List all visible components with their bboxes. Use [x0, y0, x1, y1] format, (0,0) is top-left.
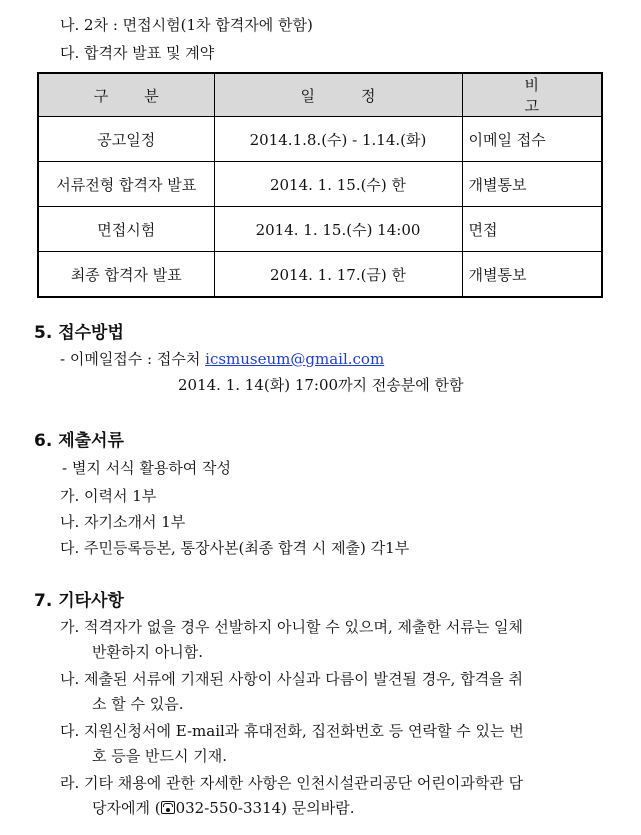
list-item-continuation: 반환하지 아니함. [92, 643, 203, 661]
contact-phone: 032-550-3314) 문의바람. [175, 799, 355, 817]
table-cell: 서류전형 합격자 발표 [38, 162, 214, 207]
schedule-table [37, 72, 603, 298]
list-item-continuation: 호 등을 반드시 기재. [92, 747, 227, 765]
table-cell: 개별통보 [462, 162, 602, 207]
table-cell: 면접시험 [38, 207, 214, 252]
header-remarks: 비고 [462, 73, 602, 117]
table-cell: 면접 [462, 207, 602, 252]
table-cell: 최종 합격자 발표 [38, 252, 214, 298]
table-row [38, 117, 602, 162]
table-cell: 2014. 1. 15.(수) 한 [214, 162, 462, 207]
email-deadline-line: 2014. 1. 14(화) 17:00까지 전송분에 한함 [178, 376, 464, 394]
section-title-documents: 6. 제출서류 [34, 431, 124, 451]
table-cell: 2014. 1. 17.(금) 한 [214, 252, 462, 298]
table-row [38, 207, 602, 252]
table-cell: 공고일정 [38, 117, 214, 162]
table-header-row [38, 73, 602, 117]
header-category: 구분 [38, 73, 214, 117]
list-item-continuation: 소 할 수 있음. [92, 695, 184, 713]
documents-note: - 별지 서식 활용하여 작성 [62, 459, 232, 477]
list-item: 나. 제출된 서류에 기재된 사항이 사실과 다름이 발견될 경우, 합격을 취 [60, 670, 523, 688]
section-title-application-method: 5. 접수방법 [34, 323, 124, 343]
list-item: 다. 지원신청서에 E-mail과 휴대전화, 집전화번호 등 연락할 수 있는 번 [60, 722, 524, 740]
telephone-icon [161, 801, 175, 814]
header-schedule: 일정 [214, 73, 462, 117]
list-item: 가. 이력서 1부 [60, 487, 157, 505]
table-cell: 이메일 접수 [462, 117, 602, 162]
table-cell: 2014. 1. 15.(수) 14:00 [214, 207, 462, 252]
table-cell: 개별통보 [462, 252, 602, 298]
announcement-contract-item: 다. 합격자 발표 및 계약 [60, 44, 215, 62]
contact-prefix: 당자에게 ( [92, 799, 161, 817]
list-item: 라. 기타 채용에 관한 자세한 사항은 인천시설관리공단 어린이과학관 담 [60, 774, 524, 792]
list-item: 나. 자기소개서 1부 [60, 513, 186, 531]
table-row [38, 252, 602, 298]
list-item: 가. 적격자가 없을 경우 선발하지 아니할 수 있으며, 제출한 서류는 일체 [60, 618, 523, 636]
contact-line [92, 797, 355, 818]
email-application-line [60, 348, 384, 369]
email-link[interactable]: icsmuseum@gmail.com [205, 350, 385, 368]
table-cell: 2014.1.8.(수) - 1.14.(화) [214, 117, 462, 162]
email-application-label: - 이메일접수 : 접수처 [60, 350, 201, 368]
interview-step-item: 나. 2차 : 면접시험(1차 합격자에 한함) [60, 16, 313, 34]
table-row [38, 162, 602, 207]
list-item: 다. 주민등록등본, 통장사본(최종 합격 시 제출) 각1부 [60, 539, 410, 557]
section-title-other-matters: 7. 기타사항 [34, 591, 124, 611]
